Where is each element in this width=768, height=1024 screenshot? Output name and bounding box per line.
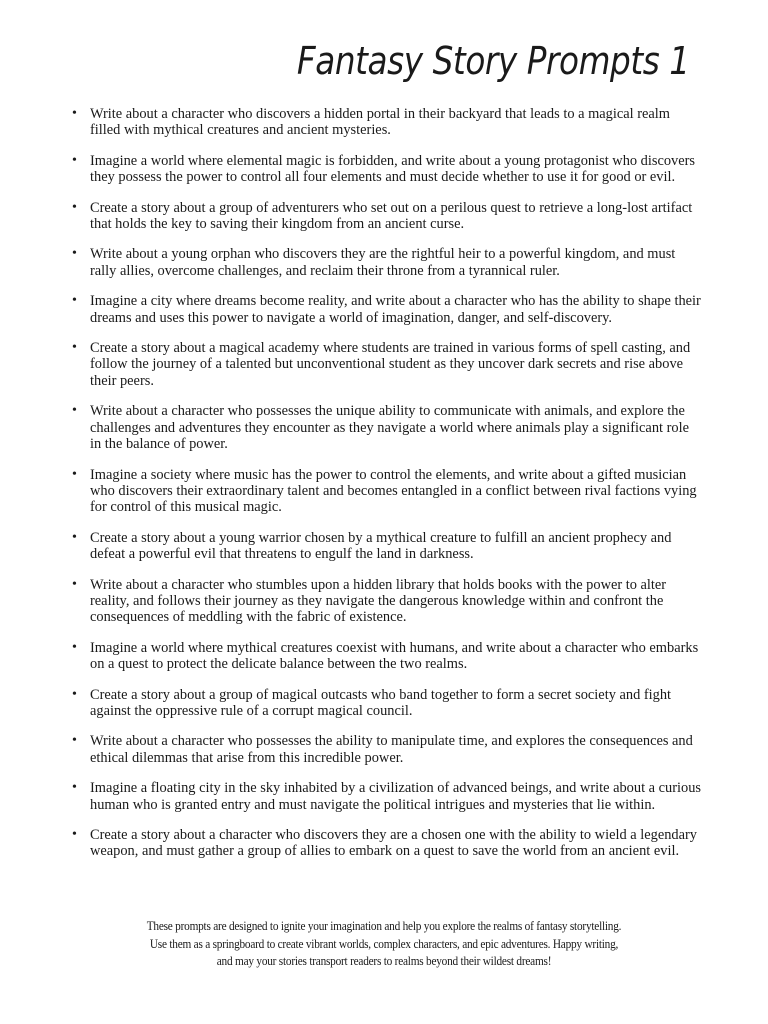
bullet-icon: • (72, 529, 77, 545)
footer-line: These prompts are designed to ignite your imagination and help you explore the realms of fantasy storytelling. (146, 919, 622, 933)
prompt-text: Create a story about a character who discovers they are a chosen one with the ability to wield a legendary weapon, and must gather a group of allies to embark on a quest to save the world from an ancient evil. (90, 827, 697, 860)
prompt-item (70, 153, 702, 186)
prompt-text: Imagine a city where dreams become reality, and write about a character who has the ability to shape their dreams and uses this power to navigate a world of imagination, danger, and self-discovery. (90, 293, 701, 326)
footer-line: Use them as a springboard to create vibrant worlds, complex characters, and epic adventures. Happy writing, (149, 936, 619, 951)
page-title: Fantasy Story Prompts 1 (297, 39, 690, 83)
prompt-item (70, 467, 702, 516)
prompt-item (70, 640, 702, 673)
prompt-text: Write about a character who possesses the ability to manipulate time, and explores the consequences and ethical dilemmas that arise from this incredible power. (90, 733, 693, 766)
bullet-icon: • (72, 403, 77, 419)
prompt-text: Write about a character who stumbles upon a hidden library that holds books with the power to alter reality, and follows their journey as they navigate the dangerous knowledge within and confront the consequences of meddling with the fabric of existence. (90, 576, 667, 626)
prompt-item (70, 577, 702, 626)
prompt-item (70, 530, 702, 563)
prompt-list (70, 106, 702, 874)
bullet-icon: • (72, 733, 77, 749)
prompt-item (70, 200, 702, 233)
footer-note (68, 918, 701, 971)
footer-line: and may your stories transport readers to realms beyond their wildest dreams! (216, 954, 552, 968)
bullet-icon: • (72, 576, 77, 592)
prompt-text: Create a story about a group of magical outcasts who band together to form a secret society and fight against the oppressive rule of a corrupt magical council. (90, 686, 672, 719)
prompt-text: Create a story about a group of adventurers who set out on a perilous quest to retrieve a long-lost artifact that holds the key to saving their kingdom from an ancient curse. (90, 199, 693, 233)
bullet-icon: • (72, 246, 77, 262)
prompt-item (70, 246, 702, 279)
prompt-text: Imagine a world where mythical creatures coexist with humans, and write about a character who embarks on a quest to protect the delicate balance between the two realms. (90, 639, 699, 673)
prompt-text: Write about a young orphan who discovers they are the rightful heir to a powerful kingdom, and must rally allies, overcome challenges, and reclaim their throne from a tyrannical ruler. (90, 246, 676, 279)
prompt-item (70, 403, 702, 452)
bullet-icon: • (72, 827, 77, 842)
bullet-icon: • (72, 639, 77, 655)
prompt-item (70, 106, 702, 139)
prompt-item (70, 733, 702, 766)
prompt-text: Write about a character who discovers a hidden portal in their backyard that leads to a magical realm filled with mythical creatures and ancient mysteries. (90, 106, 671, 139)
prompt-item (70, 827, 702, 860)
prompt-text: Create a story about a magical academy where students are trained in various forms of spell casting, and follow the journey of a talented but unconventional student as they uncover dark secrets and rise above their peers. (90, 340, 691, 389)
bullet-icon: • (72, 466, 77, 482)
prompt-text: Create a story about a young warrior chosen by a mythical creature to fulfill an ancient prophecy and defeat a powerful evil that threatens to engulf the land in darkness. (90, 529, 672, 563)
prompt-text: Imagine a society where music has the power to control the elements, and write about a gifted musician who discovers their extraordinary talent and becomes entangled in a conflict between rival factions vying for control of this musical magic. (90, 466, 697, 516)
prompt-item (70, 293, 702, 326)
bullet-icon: • (72, 686, 77, 702)
bullet-icon: • (72, 293, 77, 309)
prompt-item (70, 687, 702, 720)
bullet-icon: • (72, 780, 77, 796)
bullet-icon: • (72, 152, 77, 168)
bullet-icon: • (72, 106, 77, 121)
prompt-text: Write about a character who possesses the unique ability to communicate with animals, and explore the challenges and adventures they encounter as they navigate a world where animals play a significant role in the balance of power. (90, 403, 689, 453)
bullet-icon: • (72, 340, 77, 356)
prompt-text: Imagine a world where elemental magic is forbidden, and write about a young protagonist who discovers they possess the power to control all four elements and must decide whether to use it for good or evil. (90, 152, 696, 186)
prompt-text: Imagine a floating city in the sky inhabited by a civilization of advanced beings, and write about a curious human who is granted entry and must navigate the political intrigues and mysteries that lie within. (90, 780, 702, 813)
bullet-icon: • (72, 199, 77, 215)
prompt-item (70, 340, 702, 389)
prompt-item (70, 780, 702, 813)
